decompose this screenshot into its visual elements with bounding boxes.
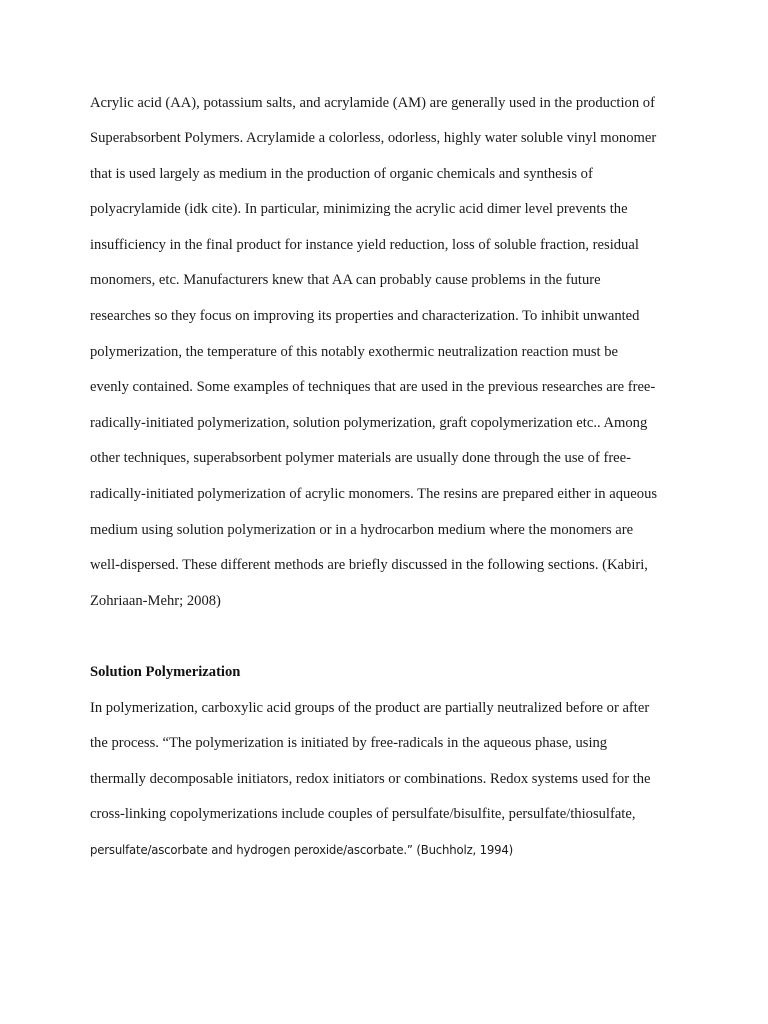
paragraph-1-line-14: well-dispersed. These different methods are briefly discussed in the following sections. (Kabiri, xyxy=(90,557,648,573)
paragraph-1-line-8: polymerization, the temperature of this notably exothermic neutralization reaction must be xyxy=(90,344,619,360)
paragraph-1-line-9: evenly contained. Some examples of techniques that are used in the previous researches are free- xyxy=(90,379,656,395)
paragraph-1-line-6: monomers, etc. Manufacturers knew that AA can probably cause problems in the future xyxy=(90,272,601,288)
paragraph-2-line-1: In polymerization, carboxylic acid groups of the product are partially neutralized before or after xyxy=(90,700,650,716)
paragraph-2-line-3: thermally decomposable initiators, redox initiators or combinations. Redox systems used for the xyxy=(90,771,651,787)
paragraph-1-line-3: that is used largely as medium in the production of organic chemicals and synthesis of xyxy=(90,166,593,182)
paragraph-2-line-2: the process. “The polymerization is initiated by free-radicals in the aqueous phase, using xyxy=(90,735,608,751)
paragraph-1-line-2: Superabsorbent Polymers. Acrylamide a colorless, odorless, highly water soluble vinyl monomer xyxy=(90,130,657,146)
paragraph-1-line-4: polyacrylamide (idk cite). In particular, minimizing the acrylic acid dimer level prevents the xyxy=(90,201,628,217)
section-heading: Solution Polymerization xyxy=(90,664,241,680)
paragraph-2-line-4: cross-linking copolymerizations include couples of persulfate/bisulfite, persulfate/thiosulfate, xyxy=(90,806,636,822)
paragraph-1-line-7: researches so they focus on improving its properties and characterization. To inhibit unwanted xyxy=(90,308,640,324)
paragraph-1-line-11: other techniques, superabsorbent polymer materials are usually done through the use of free- xyxy=(90,450,632,466)
paragraph-1-line-12: radically-initiated polymerization of acrylic monomers. The resins are prepared either in aqueous xyxy=(90,486,658,502)
paragraph-1-line-5: insufficiency in the final product for instance yield reduction, loss of soluble fraction, residual xyxy=(90,237,639,253)
paragraph-1-line-10: radically-initiated polymerization, solution polymerization, graft copolymerization etc.. Among xyxy=(90,415,648,431)
paragraph-1-line-1: Acrylic acid (AA), potassium salts, and acrylamide (AM) are generally used in the production of xyxy=(90,95,655,111)
paragraph-2-line-5: persulfate/ascorbate and hydrogen peroxide/ascorbate.” (Buchholz, 1994) xyxy=(90,842,514,857)
paragraph-1-line-13: medium using solution polymerization or in a hydrocarbon medium where the monomers are xyxy=(90,522,634,538)
paragraph-1-line-15: Zohriaan-Mehr; 2008) xyxy=(90,593,221,609)
